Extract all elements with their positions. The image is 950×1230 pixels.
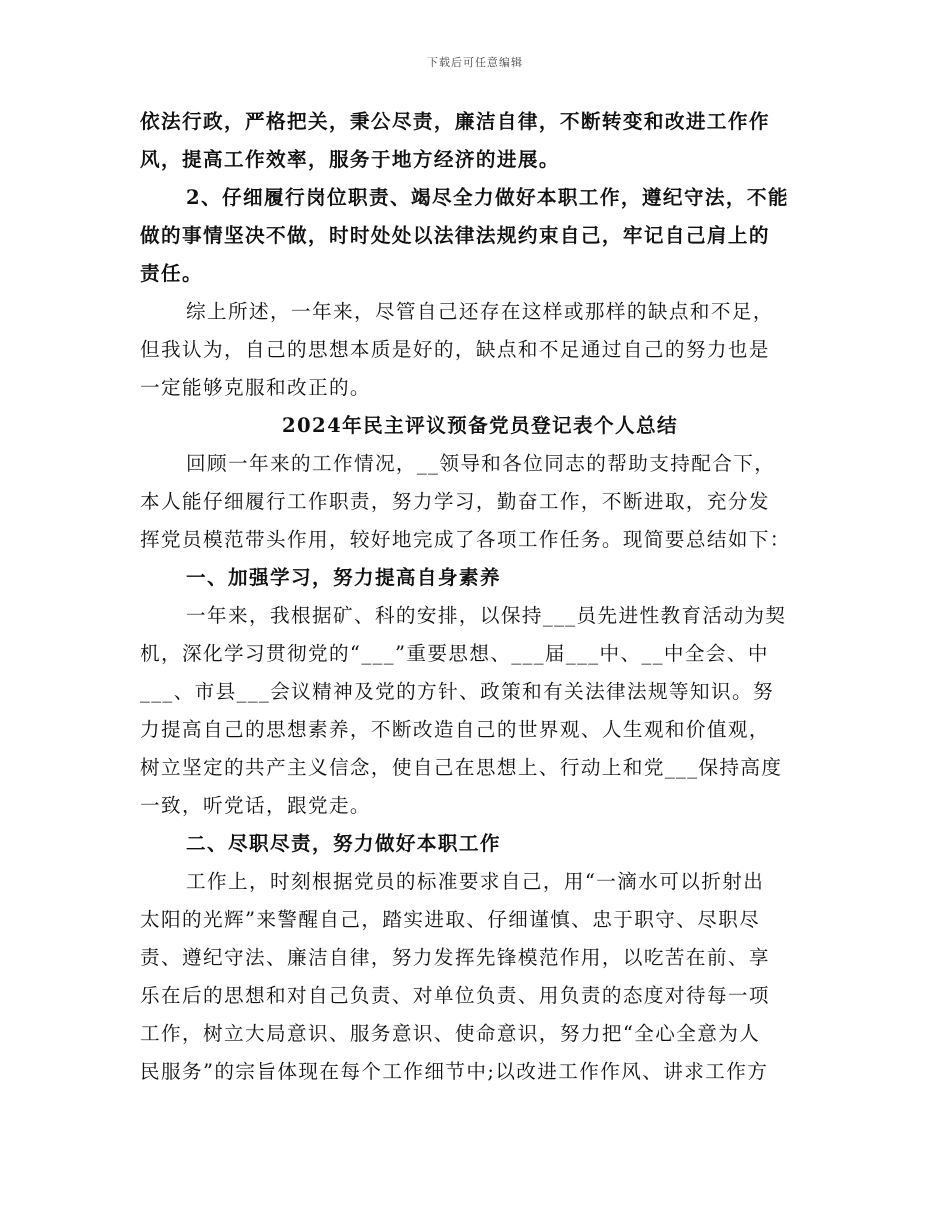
- paragraph-line: 乐在后的思想和对自己负责、对单位负责、用负责的态度对待每一项: [140, 984, 770, 1007]
- paragraph-line: 责任。: [140, 262, 203, 285]
- document-body: [140, 103, 820, 1091]
- paragraph-line: 风，提高工作效率，服务于地方经济的进展。: [140, 148, 560, 171]
- paragraph-line: 做的事情坚决不做，时时处处以法律法规约束自己，牢记自己肩上的: [140, 224, 770, 247]
- paragraph-line: 回顾一年来的工作情况，__领导和各位同志的帮助支持配合下，: [186, 452, 776, 475]
- paragraph-line: 民服务”的宗旨体现在每个工作细节中;以改进工作作风、讲求工作方: [140, 1060, 769, 1083]
- paragraph-line: 太阳的光辉”来警醒自己，踏实进取、仔细谨慎、忠于职守、尽职尽: [140, 908, 761, 931]
- paragraph-line: 依法行政，严格把关，秉公尽责，廉洁自律，不断转变和改进工作作: [140, 110, 770, 133]
- paragraph-line: ___、市县___会议精神及党的方针、政策和有关法律法规等知识。努: [140, 680, 775, 703]
- paragraph-line: 一年来，我根据矿、科的安排，以保持___员先进性教育活动为契: [186, 604, 787, 627]
- paragraph-line: 综上所述，一年来，尽管自己还存在这样或那样的缺点和不足，: [186, 300, 774, 323]
- paragraph-line: 一致，听党话，跟党走。: [140, 794, 371, 817]
- paragraph-line: 机，深化学习贯彻党的“___”重要思想、___届___中、__中全会、中: [140, 642, 769, 665]
- paragraph-line: 工作，树立大局意识、服务意识、使命意识，努力把“全心全意为人: [140, 1022, 761, 1045]
- paragraph-line: 但我认为，自己的思想本质是好的，缺点和不足通过自己的努力也是: [140, 338, 770, 361]
- paragraph-line: 工作上，时刻根据党员的标准要求自己，用“一滴水可以折射出: [186, 870, 765, 893]
- paragraph-line: 挥党员模范带头作用，较好地完成了各项工作任务。现简要总结如下：: [140, 528, 791, 551]
- page-header: 下载后可任意编辑: [427, 56, 523, 69]
- document-title: 2024年民主评议预备党员登记表个人总结: [281, 414, 679, 437]
- paragraph-line: 力提高自己的思想素养，不断改造自己的世界观、人生观和价值观，: [140, 718, 770, 741]
- section-heading: 二、尽职尽责，努力做好本职工作: [186, 832, 501, 855]
- paragraph-line: 树立坚定的共产主义信念，使自己在思想上、行动上和党___保持高度: [140, 756, 783, 779]
- paragraph-line: 2、仔细履行岗位职责、竭尽全力做好本职工作，遵纪守法，不能: [186, 186, 789, 209]
- paragraph-line: 责、遵纪守法、廉洁自律，努力发挥先锋模范作用，以吃苦在前、享: [140, 946, 770, 969]
- paragraph-line: 本人能仔细履行工作职责，努力学习，勤奋工作，不断进取，充分发: [140, 490, 770, 513]
- section-heading: 一、加强学习，努力提高自身素养: [186, 566, 501, 589]
- paragraph-line: 一定能够克服和改正的。: [140, 376, 371, 399]
